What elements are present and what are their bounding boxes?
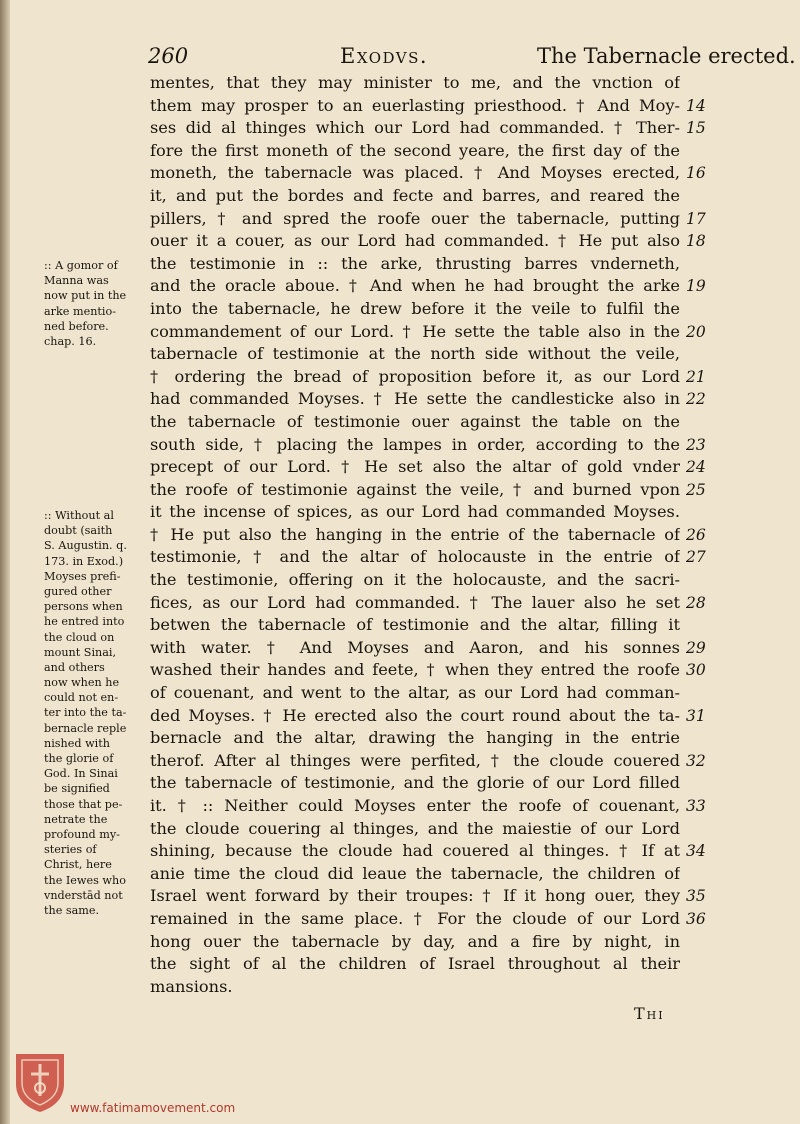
verse-number — [686, 298, 746, 321]
verse-number: 24 — [686, 458, 706, 477]
text-line: betwen the tabernacle of testimonie and the altar, filling it — [150, 615, 680, 635]
verse-number — [686, 727, 746, 750]
margin-note-line: gured other — [44, 584, 112, 598]
text-line: them may prosper to an euerlasting priesthood. † And Moy- — [150, 95, 680, 115]
margin-note-line: ter into the ta- — [44, 706, 127, 720]
main-text-column — [150, 72, 680, 998]
margin-note-line: vnderstād not — [44, 888, 123, 902]
margin-note-line: chap. 16. — [44, 334, 97, 348]
margin-note-line: :: A gomor of — [44, 259, 118, 272]
verse-number — [686, 772, 746, 795]
margin-note-gomor — [44, 258, 148, 349]
page-headline: The Tabernacle erected. — [537, 44, 796, 68]
margin-note-line: Moyses prefi- — [44, 569, 121, 583]
margin-note-line: the same. — [44, 903, 100, 917]
verse-number — [686, 411, 746, 434]
text-line: † He put also the hanging in the entrie of the tabernacle of — [150, 524, 680, 544]
margin-note-line: the Iewes who — [44, 873, 126, 887]
text-line: † ordering the bread of proposition before it, as our Lord — [150, 366, 680, 386]
book-title: Exodvs. — [340, 44, 429, 68]
margin-note-line: God. In Sinai — [44, 767, 118, 781]
verse-number: 22 — [686, 390, 706, 409]
margin-note-line: he entred into — [44, 615, 125, 629]
verse-number: 31 — [686, 706, 706, 725]
verse-number — [686, 976, 746, 999]
text-line: pillers, † and spred the roofe ouer the tabernacle, putting — [150, 208, 680, 228]
text-line: the cloude couering al thinges, and the maiestie of our Lord — [150, 818, 680, 838]
verse-number — [686, 501, 746, 524]
verse-number: 25 — [686, 480, 706, 499]
text-line: into the tabernacle, he drew before it the veile to fulfil the — [150, 298, 680, 318]
text-line: shining, because the cloude had couered al thinges. † If at — [150, 841, 680, 861]
margin-note-line: mount Sinai, — [44, 645, 117, 659]
page-number: 260 — [148, 44, 189, 68]
catchword: Thi — [634, 1004, 665, 1023]
verse-number: 19 — [686, 277, 706, 296]
text-line: hong ouer the tabernacle by day, and a fire by night, in — [150, 931, 680, 951]
text-line: it the incense of spices, as our Lord had commanded Moyses. — [150, 502, 680, 522]
text-line: the testimonie in :: the arke, thrusting barres vnderneth, — [150, 253, 680, 273]
page-edge — [0, 0, 10, 1124]
margin-note-line: bernacle reple — [44, 721, 127, 735]
margin-note-line: netrate the — [44, 812, 108, 826]
verse-number — [686, 72, 746, 95]
text-line: and the oracle aboue. † And when he had brought the arke — [150, 276, 680, 296]
margin-note-line: steries of — [44, 843, 97, 857]
verse-number — [686, 569, 746, 592]
verse-number: 23 — [686, 435, 706, 454]
text-line: therof. After al thinges were perfited, † the cloude couered — [150, 750, 680, 770]
verse-number — [686, 863, 746, 886]
text-line: bernacle and the altar, drawing the hanging in the entrie — [150, 728, 680, 748]
text-line: testimonie, † and the altar of holocauste in the entrie of — [150, 547, 680, 567]
margin-note-line: the glorie of — [44, 752, 114, 765]
margin-note-line: arke mentio- — [44, 304, 116, 318]
verse-number: 32 — [686, 751, 706, 770]
text-line: the sight of al the children of Israel throughout al their — [150, 954, 680, 974]
verse-number — [686, 614, 746, 637]
verse-number — [686, 140, 746, 163]
text-line: with water. † And Moyses and Aaron, and his sonnes — [150, 637, 680, 657]
text-line: washed their handes and feete, † when they entred the roofe — [150, 660, 680, 680]
text-line: the tabernacle of testimonie, and the glorie of our Lord filled — [150, 773, 680, 793]
verse-number — [686, 185, 746, 208]
text-line: mentes, that they may minister to me, and the vnction of — [150, 73, 680, 92]
text-line: remained in the same place. † For the cloude of our Lord — [150, 908, 680, 928]
text-line: fices, as our Lord had commanded. † The lauer also he set — [150, 592, 680, 612]
margin-note-line: S. Augustin. q. — [44, 539, 127, 553]
text-line: it, and put the bordes and fecte and barres, and reared the — [150, 185, 680, 205]
verse-number: 30 — [686, 661, 706, 680]
verse-number: 29 — [686, 638, 706, 657]
running-head — [0, 44, 800, 74]
text-line: moneth, the tabernacle was placed. † And Moyses erected, — [150, 163, 680, 183]
margin-note-line: now when he — [44, 676, 120, 690]
text-line: mansions. — [150, 976, 233, 996]
verse-number: 28 — [686, 593, 706, 612]
margin-note-line: be signified — [44, 782, 110, 796]
shield-logo-icon — [12, 1050, 68, 1114]
margin-note-line: Christ, here — [44, 858, 112, 872]
text-line: fore the first moneth of the second yeare, the first day of the — [150, 140, 680, 160]
verse-number: 36 — [686, 909, 706, 928]
text-line: ded Moyses. † He erected also the court round about the ta- — [150, 705, 680, 725]
verse-number: 16 — [686, 164, 706, 183]
verse-number — [686, 343, 746, 366]
margin-note-line: and others — [44, 660, 105, 674]
margin-note-line: :: Without al — [44, 509, 114, 522]
verse-number — [686, 931, 746, 954]
verse-number — [686, 818, 746, 841]
verse-number: 33 — [686, 797, 706, 815]
margin-note-line: now put in the — [44, 289, 127, 303]
verse-number: 35 — [686, 887, 706, 906]
text-line: it. † :: Neither could Moyses enter the roofe of couenant, — [150, 796, 680, 815]
margin-note-line: the cloud on — [44, 630, 115, 644]
margin-note-line: 173. in Exod.) — [44, 554, 124, 568]
verse-number: 34 — [686, 842, 706, 861]
text-line: Israel went forward by their troupes: † If it hong ouer, they — [150, 886, 680, 906]
margin-note-augustin — [44, 508, 148, 918]
verse-number-column — [686, 72, 746, 998]
margin-note-line: nished with — [44, 736, 110, 750]
margin-note-line: doubt (saith — [44, 524, 113, 538]
verse-number — [686, 253, 746, 276]
text-line: of couenant, and went to the altar, as our Lord had comman- — [150, 683, 680, 703]
margin-note-line: persons when — [44, 600, 123, 614]
watermark-url: www.fatimamovement.com — [70, 1101, 236, 1115]
margin-note-line: those that pe- — [44, 797, 123, 811]
text-line: ses did al thinges which our Lord had commanded. † Ther- — [150, 118, 680, 138]
margin-note-line: could not en- — [44, 691, 119, 705]
margin-note-line: ned before. — [44, 319, 109, 333]
verse-number: 15 — [686, 119, 706, 138]
verse-number — [686, 953, 746, 976]
text-line: had commanded Moyses. † He sette the candlesticke also in — [150, 389, 680, 409]
verse-number: 14 — [686, 96, 706, 115]
text-line: precept of our Lord. † He set also the altar of gold vnder — [150, 457, 680, 477]
verse-number: 18 — [686, 232, 706, 251]
text-line: tabernacle of testimonie at the north side without the veile, — [150, 344, 680, 364]
text-line: the tabernacle of testimonie ouer against the table on the — [150, 411, 680, 431]
margin-note-line: profound my- — [44, 827, 120, 841]
text-line: ouer it a couer, as our Lord had commanded. † He put also — [150, 231, 680, 251]
text-line: south side, † placing the lampes in order, according to the — [150, 434, 680, 454]
margin-note-line: Manna was — [44, 274, 109, 288]
verse-number — [686, 682, 746, 705]
text-line: anie time the cloud did leaue the tabernacle, the children of — [150, 863, 680, 883]
verse-number: 20 — [686, 322, 706, 341]
verse-number: 17 — [686, 209, 706, 228]
verse-number: 21 — [686, 367, 706, 386]
verse-number: 26 — [686, 525, 706, 544]
text-line: the testimonie, offering on it the holocauste, and the sacri- — [150, 570, 680, 590]
text-line: the roofe of testimonie against the veile, † and burned vpon — [150, 479, 680, 499]
verse-number: 27 — [686, 548, 706, 567]
text-line: commandement of our Lord. † He sette the table also in the — [150, 321, 680, 341]
